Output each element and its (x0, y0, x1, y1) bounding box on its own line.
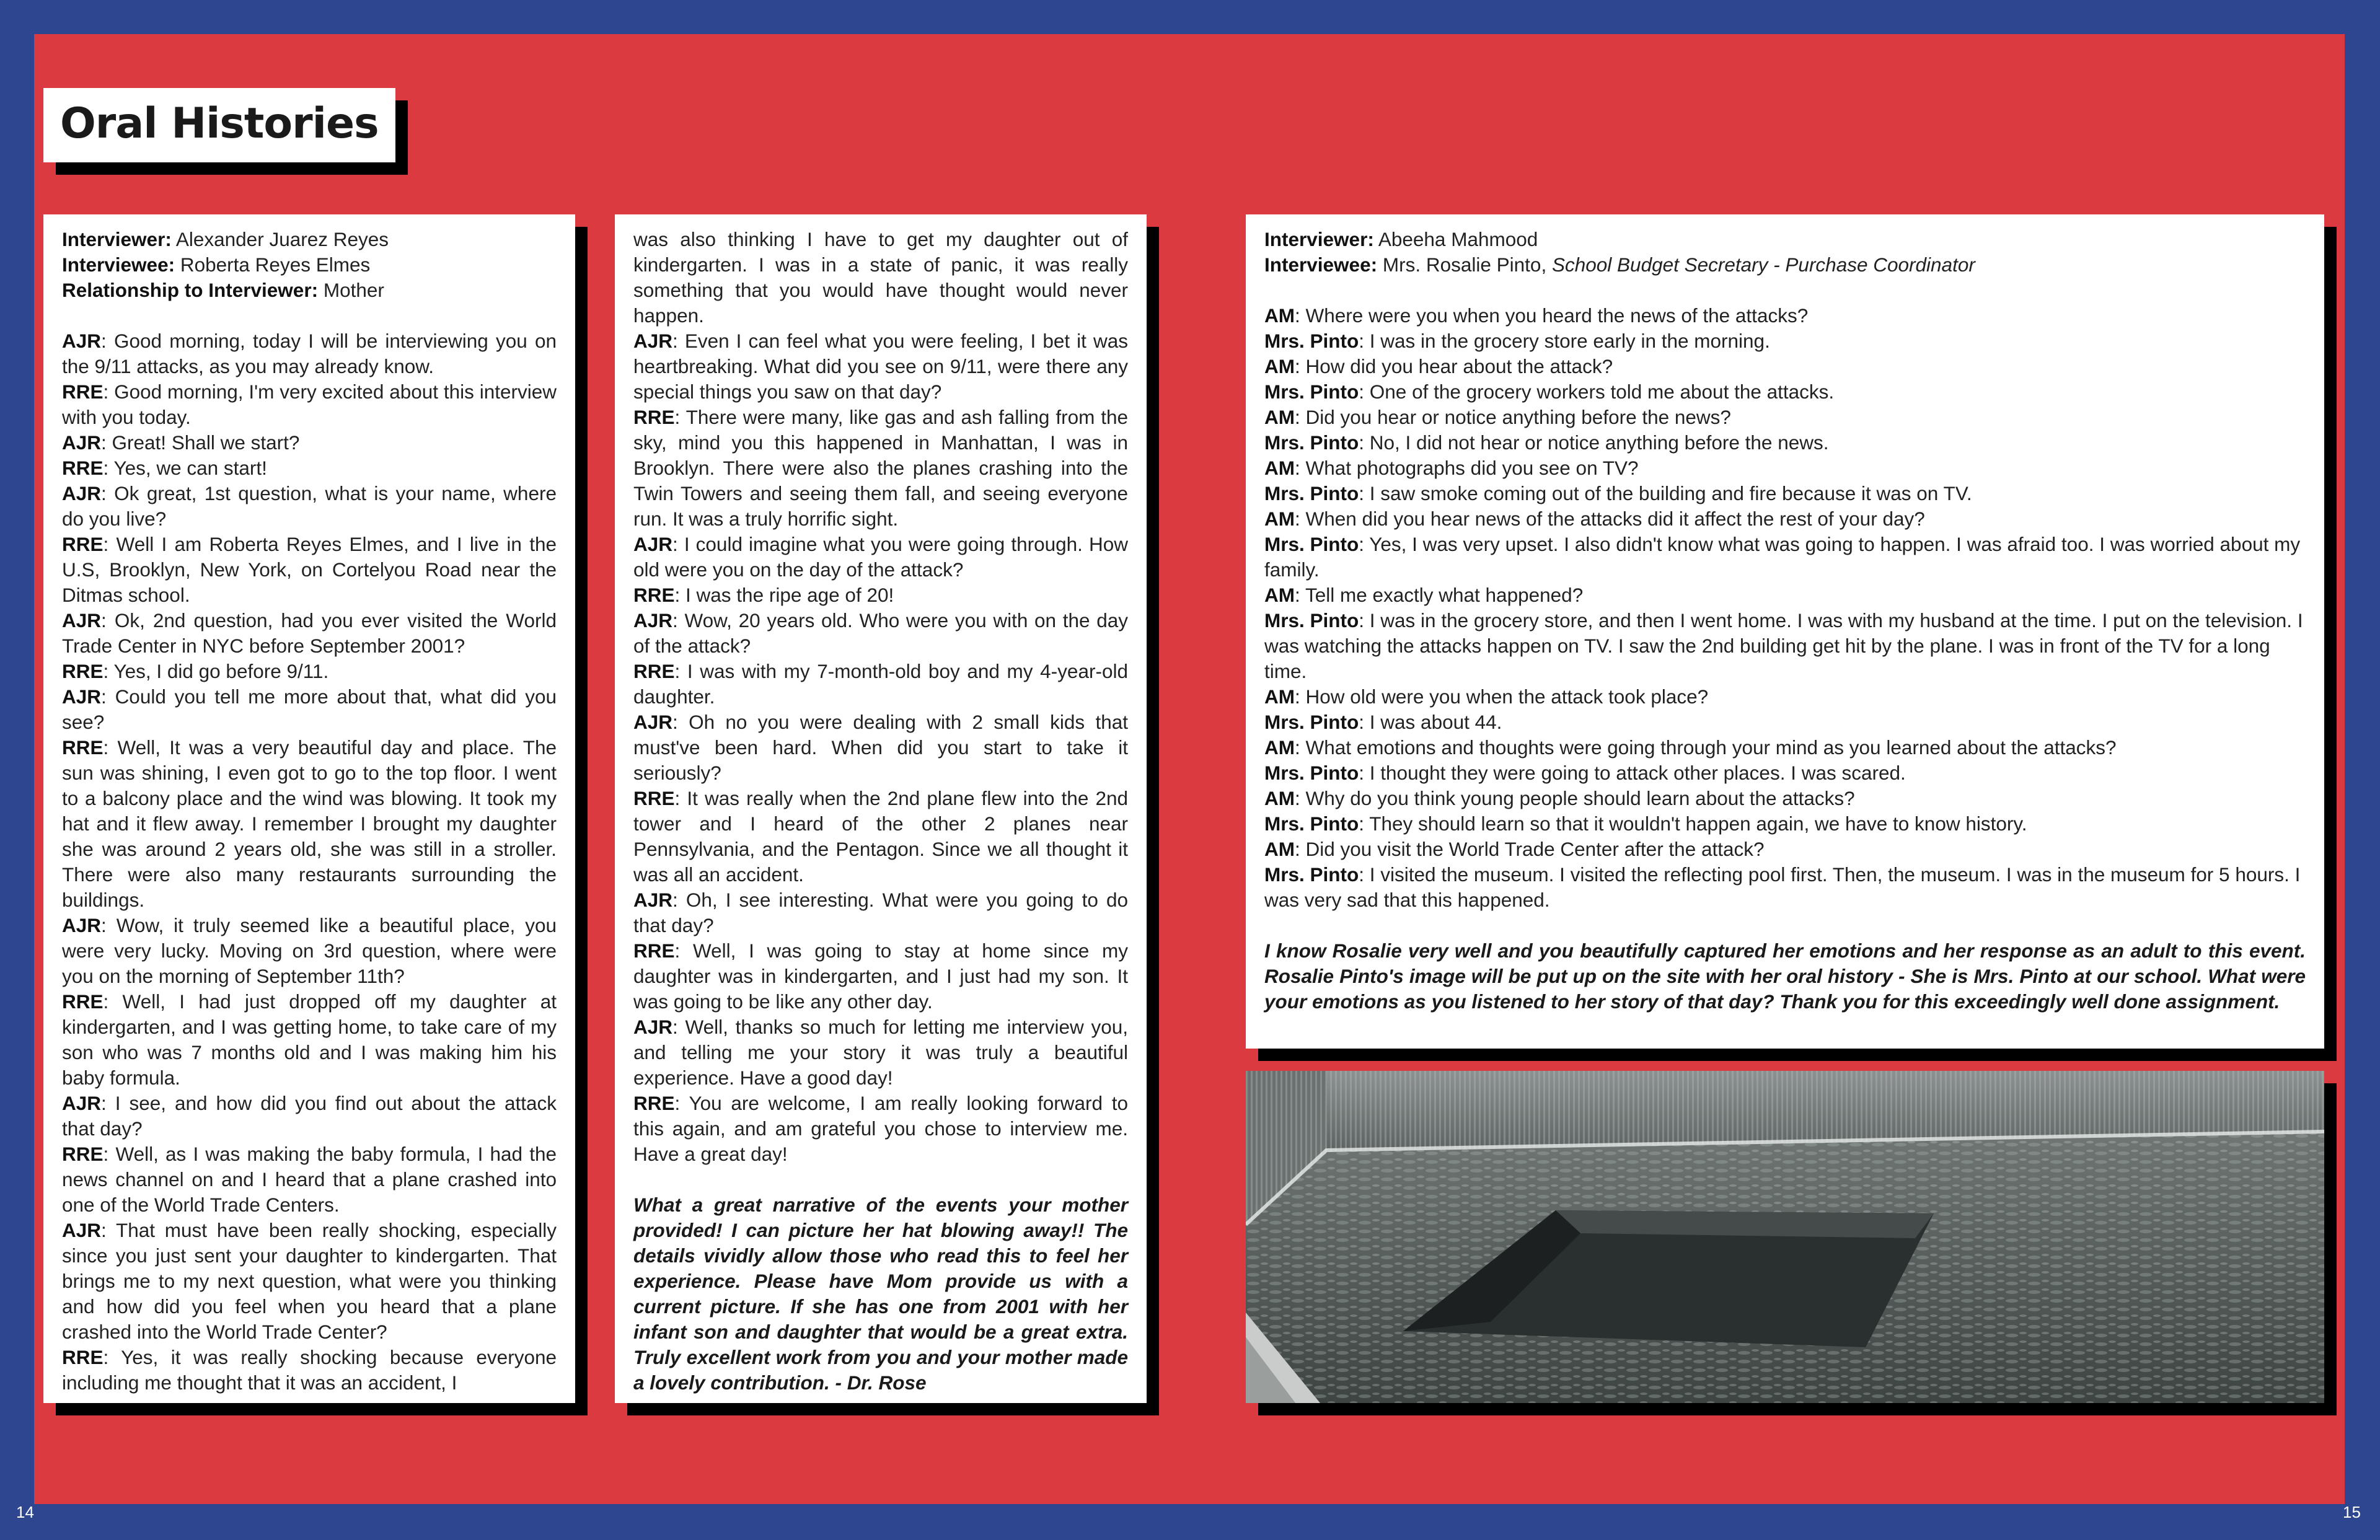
speaker-label: Mrs. Pinto (1264, 762, 1359, 784)
transcript-line: AJR: Good morning, today I will be interviewing you on the 9/11 attacks, as you may already know. (62, 330, 557, 377)
transcript-line: AJR: I could imagine what you were going through. How old were you on the day of the attack? (633, 533, 1128, 581)
transcript-line: AM: Did you hear or notice anything before the news? (1264, 406, 1731, 428)
speaker-label: RRE (62, 533, 104, 555)
speaker-text: Oh, I see interesting. What were you going to do that day? (633, 889, 1128, 936)
speaker-label: AM (1264, 787, 1295, 809)
page-number-left: 14 (16, 1503, 34, 1521)
transcript-line: AJR: I see, and how did you find out about the attack that day? (62, 1092, 557, 1140)
interviewer-line (1264, 227, 2306, 252)
speaker-text: There were many, like gas and ash falling from the sky, mind you this happened in Manhattan, I was in Brooklyn. There were also the planes crashing into the Twin Towers and seeing them fall, and seeing everyone run. It was a truly horrific sight. (633, 406, 1128, 530)
teacher-comment: What a great narrative of the events your mother provided! I can picture her hat blowing away!! The details vividly allow those who read this to feel her experience. Please have Mom provide us with a current picture. If she has one from 2001 with her infant son and daughter that would be a great extra. Truly excellent work from you and your mother made a lovely contribution. - Dr. Rose (633, 1194, 1128, 1394)
transcript-line: RRE: Yes, it was really shocking because everyone including me thought that it was an accident, I (62, 1346, 557, 1394)
speaker-text: No, I did not hear or notice anything before the news. (1369, 431, 1829, 454)
speaker-text: When did you hear news of the attacks did it affect the rest of your day? (1305, 508, 1925, 530)
memorial-pool-photo (1246, 1071, 2324, 1403)
speaker-label: RRE (633, 1092, 675, 1114)
speaker-label: AJR (62, 330, 102, 352)
speaker-text: I visited the museum. I visited the reflecting pool first. Then, the museum. I was in the museum for 5 hours. I was very sad that this happened. (1264, 863, 2301, 911)
speaker-label: AM (1264, 508, 1295, 530)
transcript-continuation: was also thinking I have to get my daughter out of kindergarten. I was in a state of panic, it was really something that you would have thought would never happen. (633, 228, 1128, 327)
transcript-line: AJR: Great! Shall we start? (62, 431, 300, 454)
interviewee-label: Interviewee: (1264, 253, 1378, 276)
speaker-text: I was in the grocery store early in the morning. (1369, 330, 1770, 352)
memorial-pool-image (1246, 1071, 2324, 1403)
speaker-text: Yes, it was really shocking because everyone including me thought that it was an accident, I (62, 1346, 557, 1394)
interviewer-name: Abeeha Mahmood (1378, 228, 1538, 250)
speaker-text: I was with my 7-month-old boy and my 4-year-old daughter. (633, 660, 1128, 708)
speaker-text: Where were you when you heard the news of the attacks? (1305, 304, 1809, 327)
speaker-label: AJR (633, 609, 673, 631)
speaker-label: Mrs. Pinto (1264, 533, 1359, 555)
speaker-text: I was about 44. (1369, 711, 1502, 733)
speaker-text: Well, as I was making the baby formula, I had the news channel on and I heard that a plane crashed into one of the World Trade Centers. (62, 1143, 557, 1216)
speaker-label: AM (1264, 685, 1295, 708)
transcript-line: RRE: Good morning, I'm very excited about this interview with you today. (62, 381, 557, 428)
speaker-label: AM (1264, 736, 1295, 759)
transcript-line: AM: Did you visit the World Trade Center after the attack? (1264, 838, 1765, 860)
transcript-line: AJR: Ok great, 1st question, what is your name, where do you live? (62, 482, 557, 530)
interviewee-name: Mrs. Rosalie Pinto, (1382, 253, 1547, 276)
speaker-label: RRE (633, 787, 675, 809)
speaker-text: What photographs did you see on TV? (1305, 457, 1639, 479)
speaker-label: RRE (62, 381, 104, 403)
speaker-text: What emotions and thoughts were going through your mind as you learned about the attacks? (1305, 736, 2117, 759)
speaker-label: Mrs. Pinto (1264, 482, 1359, 504)
speaker-label: AM (1264, 304, 1295, 327)
speaker-text: Good morning, I'm very excited about this interview with you today. (62, 381, 557, 428)
interviewer-label: Interviewer: (1264, 228, 1374, 250)
teacher-comment: I know Rosalie very well and you beautifully captured her emotions and her response as an adult to this event. Rosalie Pinto's image will be put up on the site with her oral history - She is Mrs. Pinto at our school. What were your emotions as you listened to her story of that day? Thank you for this exceedingly well done assignment. (1264, 939, 2306, 1013)
speaker-text: Yes, we can start! (113, 457, 267, 479)
speaker-label: AJR (62, 609, 102, 631)
speaker-text: I thought they were going to attack other places. I was scared. (1369, 762, 1906, 784)
transcript-line: Mrs. Pinto: They should learn so that it wouldn't happen again, we have to know history. (1264, 812, 2027, 835)
transcript-line: AJR: Even I can feel what you were feeling, I bet it was heartbreaking. What did you see on 9/11, were there any special things you saw on that day? (633, 330, 1128, 403)
transcript-line: RRE: Yes, we can start! (62, 457, 267, 479)
transcript-line: AM: How old were you when the attack took place? (1264, 685, 1709, 708)
speaker-text: Tell me exactly what happened? (1305, 584, 1584, 606)
transcript-line: RRE: It was really when the 2nd plane flew into the 2nd tower and I heard of the other 2 planes near Pennsylvania, and the Pentagon. Since we all thought it was all an accident. (633, 787, 1128, 886)
interview-card-left-column2 (615, 214, 1147, 1403)
transcript-line: Mrs. Pinto: One of the grocery workers told me about the attacks. (1264, 381, 1835, 403)
spacer (633, 1167, 1128, 1192)
transcript-line: AM: What photographs did you see on TV? (1264, 457, 1639, 479)
speaker-text: I saw smoke coming out of the building and fire because it was on TV. (1369, 482, 1972, 504)
speaker-text: Even I can feel what you were feeling, I bet it was heartbreaking. What did you see on 9/11, were there any special things you saw on that day? (633, 330, 1128, 403)
speaker-label: RRE (633, 584, 675, 606)
speaker-label: Mrs. Pinto (1264, 431, 1359, 454)
speaker-label: AM (1264, 355, 1295, 377)
transcript-line: AJR: Oh no you were dealing with 2 small kids that must've been hard. When did you start to take it seriously? (633, 711, 1128, 784)
speaker-label: AM (1264, 406, 1295, 428)
transcript-list (633, 328, 1128, 1167)
interviewer-label: Interviewer: (62, 228, 172, 250)
transcript-line: AM: How did you hear about the attack? (1264, 355, 1613, 377)
interviewer-name: Alexander Juarez Reyes (175, 228, 389, 250)
speaker-text: One of the grocery workers told me about the attacks. (1369, 381, 1835, 403)
speaker-label: Mrs. Pinto (1264, 863, 1359, 886)
interviewee-line (62, 252, 557, 278)
interview-card-left-column1 (43, 214, 575, 1403)
speaker-text: Ok, 2nd question, had you ever visited the World Trade Center in NYC before September 2001? (62, 609, 557, 657)
speaker-label: AJR (62, 1219, 102, 1241)
transcript-line: AM: What emotions and thoughts were going through your mind as you learned about the attacks? (1264, 736, 2117, 759)
transcript-list (1264, 303, 2306, 913)
speaker-label: RRE (62, 990, 104, 1013)
transcript-line: RRE: Yes, I did go before 9/11. (62, 660, 329, 682)
transcript-line: Mrs. Pinto: I saw smoke coming out of the building and fire because it was on TV. (1264, 482, 1972, 504)
speaker-label: RRE (62, 1346, 104, 1368)
speaker-label: Mrs. Pinto (1264, 711, 1359, 733)
transcript-line: AJR: Wow, it truly seemed like a beautiful place, you were very lucky. Moving on 3rd question, where were you on the morning of September 11th? (62, 914, 557, 987)
transcript-line: AM: Why do you think young people should learn about the attacks? (1264, 787, 1855, 809)
transcript-line: RRE: Well, as I was making the baby formula, I had the news channel on and I heard that a plane crashed into one of the World Trade Centers. (62, 1143, 557, 1216)
speaker-label: AJR (633, 1016, 673, 1038)
transcript-line: RRE: Well, I was going to stay at home since my daughter was in kindergarten, and I just had my son. It was going to be like any other day. (633, 939, 1128, 1013)
speaker-label: Mrs. Pinto (1264, 609, 1359, 631)
speaker-label: RRE (62, 660, 104, 682)
speaker-text: Why do you think young people should learn about the attacks? (1305, 787, 1855, 809)
spacer (62, 303, 557, 328)
transcript-line: Mrs. Pinto: No, I did not hear or notice anything before the news. (1264, 431, 1829, 454)
speaker-text: I was the ripe age of 20! (685, 584, 894, 606)
speaker-text: Oh no you were dealing with 2 small kids that must've been hard. When did you start to take it seriously? (633, 711, 1128, 784)
speaker-text: That must have been really shocking, especially since you just sent your daughter to kindergarten. That brings me to my next question, what were you thinking and how did you feel when you heard that a plane crashed into the World Trade Center? (62, 1219, 557, 1343)
transcript-line: RRE: I was with my 7-month-old boy and my 4-year-old daughter. (633, 660, 1128, 708)
transcript-line: AM: Where were you when you heard the news of the attacks? (1264, 304, 1809, 327)
transcript-line: RRE: I was the ripe age of 20! (633, 584, 894, 606)
transcript-line: RRE: Well I am Roberta Reyes Elmes, and I live in the U.S, Brooklyn, New York, on Cortelyou Road near the Ditmas school. (62, 533, 557, 606)
speaker-text: Yes, I did go before 9/11. (113, 660, 329, 682)
transcript-line: AJR: Wow, 20 years old. Who were you with on the day of the attack? (633, 609, 1128, 657)
speaker-text: They should learn so that it wouldn't happen again, we have to know history. (1369, 812, 2027, 835)
transcript-line: RRE: You are welcome, I am really looking forward to this again, and am grateful you chose to interview me. Have a great day! (633, 1092, 1129, 1165)
speaker-label: Mrs. Pinto (1264, 330, 1359, 352)
interviewee-line (1264, 252, 2306, 278)
speaker-text: Did you visit the World Trade Center after the attack? (1305, 838, 1765, 860)
relationship-value: Mother (323, 279, 384, 301)
transcript-line: AJR: Ok, 2nd question, had you ever visited the World Trade Center in NYC before September 2001? (62, 609, 557, 657)
speaker-text: Ok great, 1st question, what is your name, where do you live? (62, 482, 557, 530)
transcript-line: AM: Tell me exactly what happened? (1264, 584, 1584, 606)
transcript-line: Mrs. Pinto: I was about 44. (1264, 711, 1502, 733)
interviewee-name: Roberta Reyes Elmes (180, 253, 371, 276)
speaker-text: You are welcome, I am really looking forward to this again, and am grateful you chose to interview me. Have a great day! (633, 1092, 1129, 1165)
speaker-text: Wow, it truly seemed like a beautiful place, you were very lucky. Moving on 3rd question, where were you on the morning of September 11th? (62, 914, 557, 987)
speaker-label: AJR (633, 711, 673, 733)
transcript-line: Mrs. Pinto: I was in the grocery store, and then I went home. I was with my husband at the time. I put on the television. I was watching the attacks happen on TV. I saw the 2nd building get hit by the plane. I was in front of the TV for a long time. (1264, 609, 2303, 682)
speaker-text: Well, thanks so much for letting me interview you, and telling me your story it was truly a beautiful experience. Have a good day! (633, 1016, 1128, 1089)
speaker-label: AJR (62, 1092, 102, 1114)
transcript-line: Mrs. Pinto: Yes, I was very upset. I also didn't know what was going to happen. I was afraid too. I was worried about my family. (1264, 533, 2301, 581)
speaker-label: RRE (62, 736, 104, 759)
page-title: Oral Histories (60, 99, 379, 148)
spacer (1264, 278, 2306, 303)
relationship-label: Relationship to Interviewer: (62, 279, 319, 301)
speaker-label: AJR (633, 889, 673, 911)
speaker-label: RRE (62, 457, 104, 479)
speaker-label: RRE (633, 406, 675, 428)
speaker-label: AM (1264, 457, 1295, 479)
title-box (43, 88, 395, 162)
spacer (1264, 913, 2306, 938)
transcript-line: RRE: There were many, like gas and ash falling from the sky, mind you this happened in Manhattan, I was in Brooklyn. There were also the planes crashing into the Twin Towers and seeing them fall, and seeing everyone run. It was a truly horrific sight. (633, 406, 1128, 530)
transcript-line: Mrs. Pinto: I thought they were going to attack other places. I was scared. (1264, 762, 1906, 784)
page-number-right: 15 (2343, 1503, 2361, 1521)
transcript-line: Mrs. Pinto: I was in the grocery store early in the morning. (1264, 330, 1770, 352)
speaker-label: AJR (62, 914, 102, 936)
interviewee-role: School Budget Secretary - Purchase Coordinator (1551, 253, 1975, 276)
speaker-text: It was really when the 2nd plane flew into the 2nd tower and I heard of the other 2 planes near Pennsylvania, and the Pentagon. Since we all thought it was all an accident. (633, 787, 1128, 886)
speaker-label: AJR (62, 482, 102, 504)
transcript-line: Mrs. Pinto: I visited the museum. I visited the reflecting pool first. Then, the museum. I was in the museum for 5 hours. I was very sad that this happened. (1264, 863, 2301, 911)
speaker-text: Well I am Roberta Reyes Elmes, and I live in the U.S, Brooklyn, New York, on Cortelyou Road near the Ditmas school. (62, 533, 557, 606)
speaker-label: RRE (62, 1143, 104, 1165)
transcript-line: RRE: Well, I had just dropped off my daughter at kindergarten, and I was getting home, to take care of my son who was 7 months old and I was making him his baby formula. (62, 990, 557, 1089)
transcript-line: AJR: Could you tell me more about that, what did you see? (62, 685, 557, 733)
interviewee-label: Interviewee: (62, 253, 175, 276)
speaker-label: AM (1264, 584, 1295, 606)
transcript-line: AJR: Oh, I see interesting. What were you going to do that day? (633, 889, 1128, 936)
interview-card-right (1246, 214, 2324, 1049)
speaker-label: AJR (62, 685, 102, 708)
speaker-label: AJR (633, 330, 673, 352)
speaker-text: Did you hear or notice anything before the news? (1305, 406, 1731, 428)
transcript-list (62, 328, 557, 1396)
transcript-line: AJR: That must have been really shocking, especially since you just sent your daughter to kindergarten. That brings me to my next question, what were you thinking and how did you feel when you heard that a plane crashed into the World Trade Center? (62, 1219, 557, 1343)
speaker-text: I see, and how did you find out about the attack that day? (62, 1092, 557, 1140)
speaker-text: Good morning, today I will be interviewing you on the 9/11 attacks, as you may already know. (62, 330, 557, 377)
speaker-label: AJR (62, 431, 102, 454)
speaker-label: RRE (633, 660, 675, 682)
speaker-text: Great! Shall we start? (112, 431, 300, 454)
speaker-text: Yes, I was very upset. I also didn't know what was going to happen. I was afraid too. I was worried about my family. (1264, 533, 2301, 581)
speaker-text: Could you tell me more about that, what did you see? (62, 685, 557, 733)
speaker-text: How did you hear about the attack? (1305, 355, 1613, 377)
speaker-label: RRE (633, 939, 675, 962)
speaker-text: I was in the grocery store, and then I went home. I was with my husband at the time. I put on the television. I was watching the attacks happen on TV. I saw the 2nd building get hit by the plane. I was in front of the TV for a long time. (1264, 609, 2303, 682)
speaker-label: AJR (633, 533, 673, 555)
speaker-text: Well, I had just dropped off my daughter at kindergarten, and I was getting home, to take care of my son who was 7 months old and I was making him his baby formula. (62, 990, 557, 1089)
speaker-label: AM (1264, 838, 1295, 860)
speaker-label: Mrs. Pinto (1264, 381, 1359, 403)
transcript-line: AJR: Well, thanks so much for letting me interview you, and telling me your story it was truly a beautiful experience. Have a good day! (633, 1016, 1128, 1089)
relationship-line (62, 278, 557, 303)
speaker-text: How old were you when the attack took place? (1305, 685, 1709, 708)
transcript-line: RRE: Well, It was a very beautiful day and place. The sun was shining, I even got to go to the top floor. I went to a balcony place and the wind was blowing. It took my hat and it flew away. I remember I brought my daughter she was around 2 years old, she was still in a stroller. There were also many restaurants surrounding the buildings. (62, 736, 557, 911)
speaker-text: Wow, 20 years old. Who were you with on the day of the attack? (633, 609, 1128, 657)
speaker-text: Well, I was going to stay at home since my daughter was in kindergarten, and I just had my son. It was going to be like any other day. (633, 939, 1128, 1013)
speaker-text: Well, It was a very beautiful day and place. The sun was shining, I even got to go to the top floor. I went to a balcony place and the wind was blowing. It took my hat and it flew away. I remember I brought my daughter she was around 2 years old, she was still in a stroller. There were also many restaurants surrounding the buildings. (62, 736, 557, 911)
speaker-text: I could imagine what you were going through. How old were you on the day of the attack? (633, 533, 1128, 581)
interviewer-line (62, 227, 557, 252)
transcript-line: AM: When did you hear news of the attacks did it affect the rest of your day? (1264, 508, 1925, 530)
speaker-label: Mrs. Pinto (1264, 812, 1359, 835)
